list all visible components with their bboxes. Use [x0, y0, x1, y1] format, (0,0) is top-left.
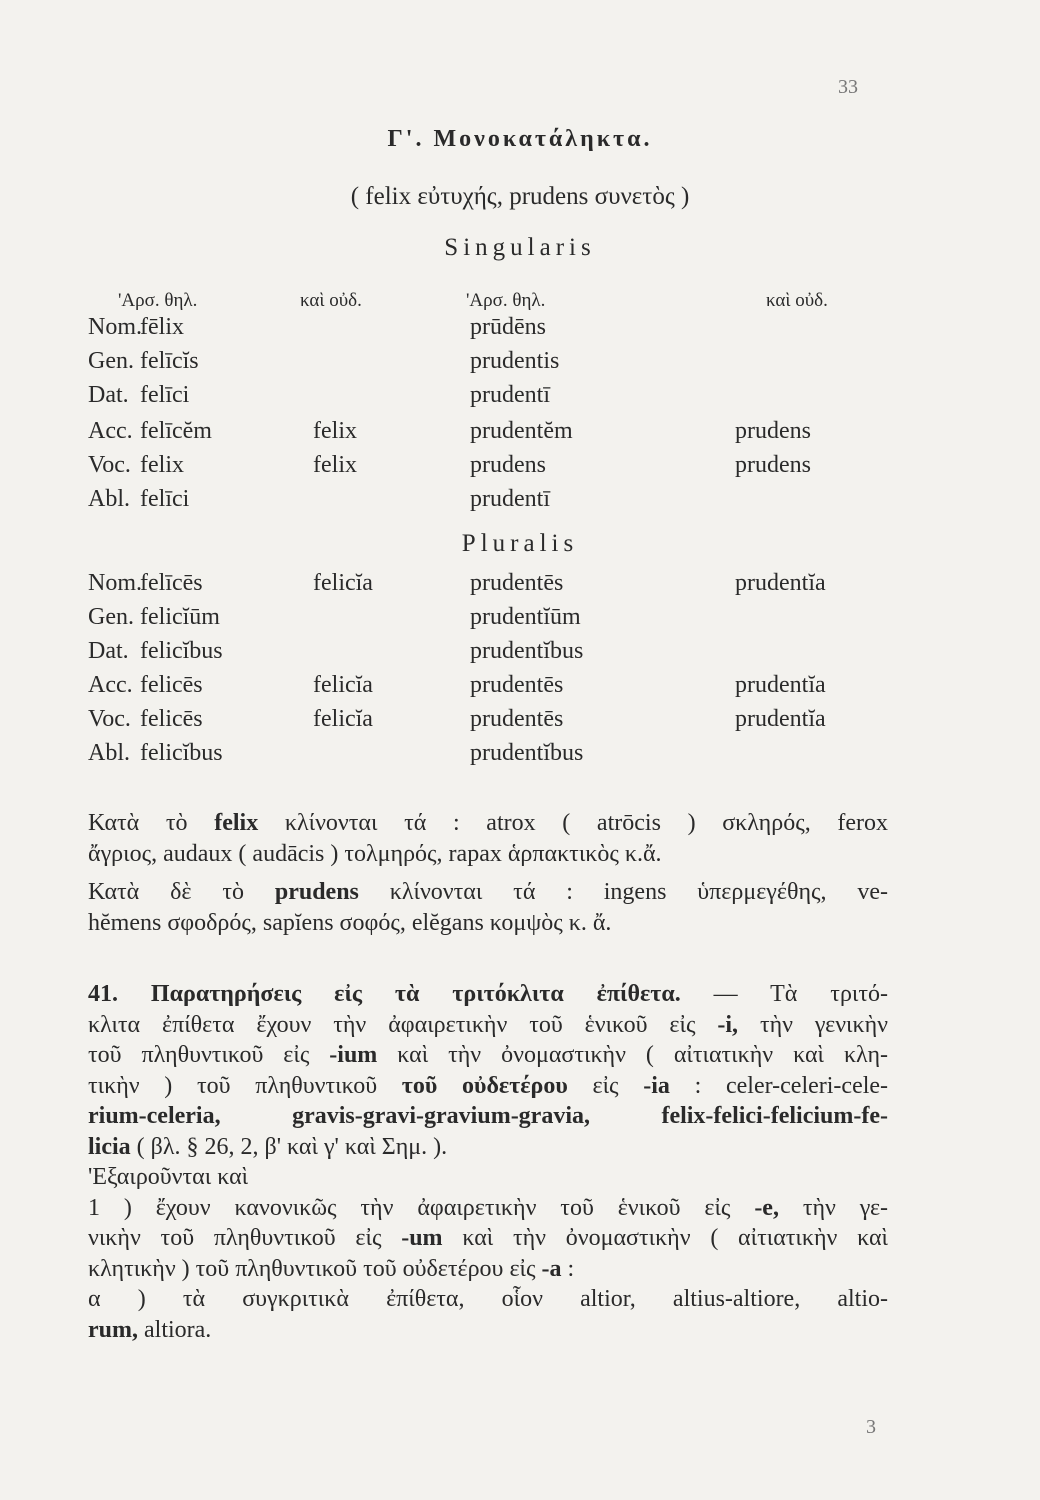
felix-note: [88, 808, 888, 869]
prudens-note-line-2: hĕmens σφοδρός, sapĭens σοφός, elĕgans κομψὸς κ. ἄ.: [88, 909, 612, 936]
section-41-line-8: 1 ) ἔχουν κανονικῶς τὴν ἀφαιρετικὴν τοῦ ἑνικοῦ εἰς -e, τὴν γε-: [88, 1194, 889, 1221]
case-label: Nom.: [88, 314, 142, 340]
section-41: [88, 979, 888, 1345]
felix-form: felīcĭs: [140, 348, 199, 374]
table-row: [0, 452, 1040, 486]
felix-form: felix: [140, 452, 184, 478]
case-label: Nom.: [88, 570, 142, 596]
section-41-line-7: 'Εξαιροῦνται καὶ: [88, 1164, 249, 1190]
felix-keyword: felix: [214, 810, 259, 836]
footer-signature-mark: 3: [866, 1416, 876, 1438]
case-label: Dat.: [88, 638, 129, 664]
col-header-felix-mf: 'Αρσ. θηλ.: [118, 290, 198, 311]
prudens-form: prudentĭbus: [470, 740, 584, 766]
col-header-prudens-n: καὶ οὐδ.: [766, 290, 828, 311]
prudens-note-line-1: Κατὰ δὲ τὸ prudens κλίνονται τά : ingens ὑπερμεγέθης, ve-: [88, 879, 889, 905]
section-41-title: Παρατηρήσεις εἰς τὰ τριτόκλιτα ἐπίθετα.: [150, 981, 681, 1007]
table-row: [0, 570, 1040, 604]
section-41-line-2: κλιτα ἐπίθετα ἔχουν τὴν ἀφαιρετικὴν τοῦ ἑνικοῦ εἰς -i, τὴν γενικὴν: [88, 1011, 889, 1038]
felix-form: felīcēs: [140, 570, 203, 596]
prudens-neuter-form: prudens: [735, 418, 811, 444]
table-row: [0, 382, 1040, 416]
section-41-line-6: licia ( βλ. § 26, 2, β' καὶ γ' καὶ Σημ. ).: [88, 1133, 448, 1160]
table-row: [0, 604, 1040, 638]
section-41-line-9: νικὴν τοῦ πληθυντικοῦ εἰς -um καὶ τὴν ὀνομαστικὴν ( αἰτιατικὴν καὶ: [88, 1225, 889, 1251]
prudens-neuter-form: prudentĭa: [735, 706, 826, 732]
prudens-form: prudentĕm: [470, 418, 573, 444]
section-41-number: 41.: [88, 981, 118, 1007]
case-label: Gen.: [88, 348, 134, 374]
felix-neuter-form: felix: [313, 452, 357, 478]
prudens-form: prudentēs: [470, 570, 564, 596]
felix-form: felīcĕm: [140, 418, 212, 444]
felix-form: felīci: [140, 486, 190, 512]
prudens-note: [88, 877, 888, 938]
felix-form: felicĭbus: [140, 638, 223, 664]
prudens-neuter-form: prudentĭa: [735, 570, 826, 596]
table-row: [0, 348, 1040, 382]
case-label: Acc.: [88, 672, 133, 698]
prudens-form: prudentī: [470, 382, 550, 408]
section-41-line-5: rium-celeria, gravis-gravi-gravium-gravia, felix-felici-felicium-fe-: [88, 1103, 888, 1129]
case-label: Abl.: [88, 486, 130, 512]
prudens-neuter-form: prudens: [735, 452, 811, 478]
prudens-form: prudentĭūm: [470, 604, 581, 630]
felix-form: fēlix: [140, 314, 184, 340]
case-label: Acc.: [88, 418, 133, 444]
page-number: 33: [838, 76, 858, 98]
section-41-line-10: κλητικὴν ) τοῦ πληθυντικοῦ τοῦ οὐδετέρου εἰς -a :: [88, 1255, 575, 1282]
prudens-form: prudentis: [470, 348, 560, 374]
table-row: [0, 638, 1040, 672]
section-41-line-11: α ) τὰ συγκριτικὰ ἐπίθετα, οἷον altior, altius-altiore, altio-: [88, 1286, 888, 1312]
col-header-prudens-mf: 'Αρσ. θηλ.: [466, 290, 546, 311]
prudens-form: prūdēns: [470, 314, 546, 340]
case-label: Voc.: [88, 452, 131, 478]
prudens-neuter-form: prudentĭa: [735, 672, 826, 698]
table-row: [0, 486, 1040, 520]
case-label: Dat.: [88, 382, 129, 408]
case-label: Gen.: [88, 604, 134, 630]
felix-neuter-form: felicĭa: [313, 672, 373, 698]
felix-form: felicēs: [140, 706, 203, 732]
prudens-keyword: prudens: [274, 879, 359, 905]
prudens-form: prudentēs: [470, 672, 564, 698]
table-row: [0, 740, 1040, 774]
section-heading: Γ'. Μονοκατάληκτα.: [387, 126, 653, 152]
felix-neuter-form: felix: [313, 418, 357, 444]
felix-note-line-1: Κατὰ τὸ felix κλίνονται τά : atrox ( atrōcis ) σκληρός, ferox: [88, 810, 889, 836]
felix-form: felīci: [140, 382, 190, 408]
table-row: [0, 314, 1040, 348]
case-label: Abl.: [88, 740, 130, 766]
section-41-line-12: rum, altiora.: [88, 1316, 212, 1343]
col-header-felix-n: καὶ οὐδ.: [300, 290, 362, 311]
table-row: [0, 418, 1040, 452]
section-41-line-4: τικὴν ) τοῦ πληθυντικοῦ τοῦ οὐδετέρου εἰς -ia : celer-celeri-cele-: [88, 1072, 889, 1099]
felix-neuter-form: felicĭa: [313, 706, 373, 732]
case-label: Voc.: [88, 706, 131, 732]
felix-note-line-2: ἄγριος, audaux ( audācis ) τολμηρός, rapax ἁρπακτικὸς κ.ἄ.: [88, 840, 662, 867]
section-subheading: ( felix εὐτυχής, prudens συνετὸς ): [350, 183, 690, 210]
prudens-form: prudentĭbus: [470, 638, 584, 664]
singularis-label: Singularis: [444, 234, 596, 261]
felix-form: felicĭūm: [140, 604, 220, 630]
felix-neuter-form: felicĭa: [313, 570, 373, 596]
section-41-line-1: 41. Παρατηρήσεις εἰς τὰ τριτόκλιτα ἐπίθετα. — Τὰ τριτό-: [88, 981, 889, 1007]
table-row: [0, 706, 1040, 740]
table-row: [0, 672, 1040, 706]
pluralis-label: Pluralis: [461, 530, 579, 557]
section-41-line-3: τοῦ πληθυντικοῦ εἰς -ium καὶ τὴν ὀνομαστικὴν ( αἰτιατικὴν καὶ κλη-: [88, 1042, 889, 1068]
prudens-form: prudentēs: [470, 706, 564, 732]
prudens-form: prudens: [470, 452, 546, 478]
felix-form: felicēs: [140, 672, 203, 698]
felix-form: felicĭbus: [140, 740, 223, 766]
prudens-form: prudentī: [470, 486, 550, 512]
